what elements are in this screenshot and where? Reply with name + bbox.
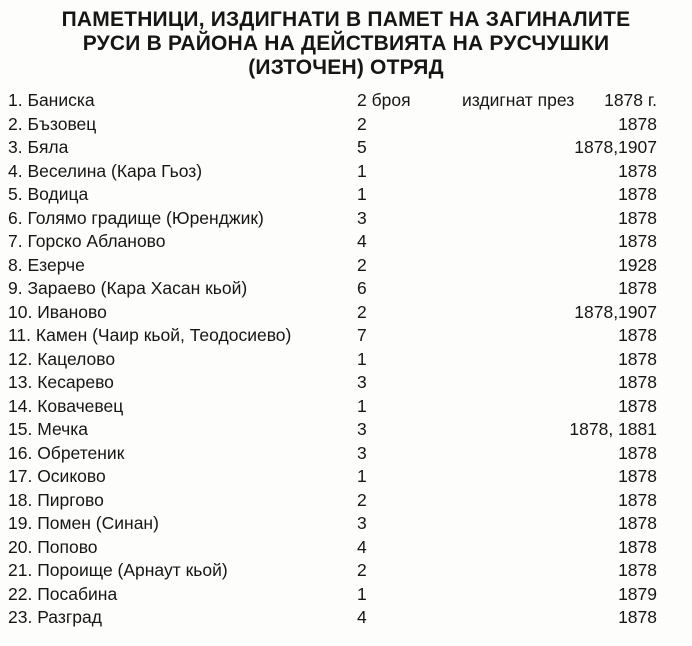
year-cell: 1878 (618, 513, 657, 533)
monument-count-cell: 4 (357, 231, 367, 251)
monument-count-cell: 1 (357, 583, 367, 604)
monument-count-cell: 3 (357, 513, 367, 533)
table-row (0, 536, 692, 560)
table-row (0, 583, 692, 607)
table-row (0, 113, 692, 137)
monument-count-cell: 7 (357, 325, 367, 345)
page-title-line-2: РУСИ В РАЙОНА НА ДЕЙСТВИЯТА НА РУСЧУШКИ (82, 32, 610, 55)
village-name-cell: 20. Попово (8, 536, 98, 557)
year-cell: 1879 (618, 583, 657, 604)
monument-count-cell: 1 (357, 348, 367, 369)
year-cell: 1878 (618, 560, 657, 580)
village-name-cell: 17. Осиково (8, 466, 106, 486)
village-name-cell: 5. Водица (8, 184, 89, 204)
village-name-cell: 6. Голямо градище (Юренджик) (8, 207, 264, 228)
village-name-cell: 4. Веселина (Кара Гьоз) (8, 160, 203, 181)
table-row (0, 136, 692, 160)
monument-count-cell: 2 (357, 301, 367, 322)
village-name-cell: 18. Пиргово (8, 489, 104, 510)
table-row (0, 395, 692, 419)
year-cell: 1878,1907 (574, 301, 657, 322)
village-name-cell: 23. Разград (8, 607, 102, 627)
village-name-cell: 15. Мечка (8, 419, 89, 439)
page-title-line-1: ПАМЕТНИЦИ, ИЗДИГНАТИ В ПАМЕТ НА ЗАГИНАЛИТЕ (61, 8, 631, 31)
table-row (0, 324, 692, 348)
table-row (0, 371, 692, 395)
village-name-cell: 22. Посабина (8, 583, 118, 604)
table-row (0, 465, 692, 489)
erected-note-cell: издигнат през (462, 90, 575, 110)
monument-count-cell: 3 (357, 442, 367, 463)
monument-count-cell: 2 броя (357, 90, 411, 110)
village-name-cell: 8. Езерче (8, 254, 85, 275)
year-cell: 1878 (618, 231, 657, 251)
monument-count-cell: 1 (357, 395, 367, 416)
year-cell: 1878 (618, 325, 657, 345)
year-cell: 1878 (618, 536, 657, 557)
monument-count-cell: 5 (357, 137, 367, 157)
village-name-cell: 7. Горско Абланово (8, 231, 166, 251)
village-name-cell: 21. Пороище (Арнаут кьой) (8, 560, 228, 580)
village-name-cell: 11. Камен (Чаир кьой, Теодосиево) (8, 325, 292, 345)
monument-count-cell: 2 (357, 489, 367, 510)
monument-count-cell: 1 (357, 160, 367, 181)
table-row (0, 160, 692, 184)
table-row (0, 301, 692, 325)
table-row (0, 183, 692, 207)
page-title-line-3: (ИЗТОЧЕН) ОТРЯД (248, 56, 444, 79)
monument-count-cell: 2 (357, 560, 367, 580)
year-cell: 1878, 1881 (569, 419, 657, 439)
table-row (0, 606, 692, 630)
monument-count-cell: 4 (357, 607, 367, 627)
year-cell: 1878 (618, 466, 657, 486)
year-cell: 1878 (618, 348, 657, 369)
year-cell: 1928 (618, 254, 657, 275)
table-row (0, 207, 692, 231)
table-row (0, 348, 692, 372)
monument-count-cell: 3 (357, 419, 367, 439)
monument-count-cell: 1 (357, 184, 367, 204)
table-row (0, 512, 692, 536)
year-cell: 1878 (618, 395, 657, 416)
monuments-table (0, 89, 692, 630)
monument-count-cell: 6 (357, 278, 367, 298)
year-cell: 1878,1907 (574, 137, 657, 157)
village-name-cell: 16. Обретеник (8, 442, 125, 463)
year-cell: 1878 (618, 207, 657, 228)
table-row (0, 254, 692, 278)
monument-count-cell: 2 (357, 113, 367, 134)
village-name-cell: 2. Бъзовец (8, 113, 97, 134)
year-cell: 1878 (618, 442, 657, 463)
table-row (0, 559, 692, 583)
monument-count-cell: 3 (357, 207, 367, 228)
year-cell: 1878 (618, 113, 657, 134)
village-name-cell: 3. Бяла (8, 137, 69, 157)
monument-count-cell: 4 (357, 536, 367, 557)
village-name-cell: 9. Зараево (Кара Хасан кьой) (8, 278, 248, 298)
village-name-cell: 1. Баниска (8, 90, 95, 110)
monument-count-cell: 3 (357, 372, 367, 392)
village-name-cell: 13. Кесарево (8, 372, 114, 392)
table-row (0, 418, 692, 442)
year-cell: 1878 г. (604, 90, 657, 110)
village-name-cell: 19. Помен (Синан) (8, 513, 159, 533)
village-name-cell: 10. Иваново (8, 301, 107, 322)
year-cell: 1878 (618, 372, 657, 392)
village-name-cell: 12. Кацелово (8, 348, 116, 369)
village-name-cell: 14. Ковачевец (8, 395, 124, 416)
table-row (0, 489, 692, 513)
monument-count-cell: 1 (357, 466, 367, 486)
year-cell: 1878 (618, 607, 657, 627)
table-row (0, 230, 692, 254)
table-row (0, 89, 692, 113)
table-row (0, 277, 692, 301)
table-row (0, 442, 692, 466)
year-cell: 1878 (618, 278, 657, 298)
year-cell: 1878 (618, 184, 657, 204)
monument-count-cell: 2 (357, 254, 367, 275)
year-cell: 1878 (618, 160, 657, 181)
year-cell: 1878 (618, 489, 657, 510)
